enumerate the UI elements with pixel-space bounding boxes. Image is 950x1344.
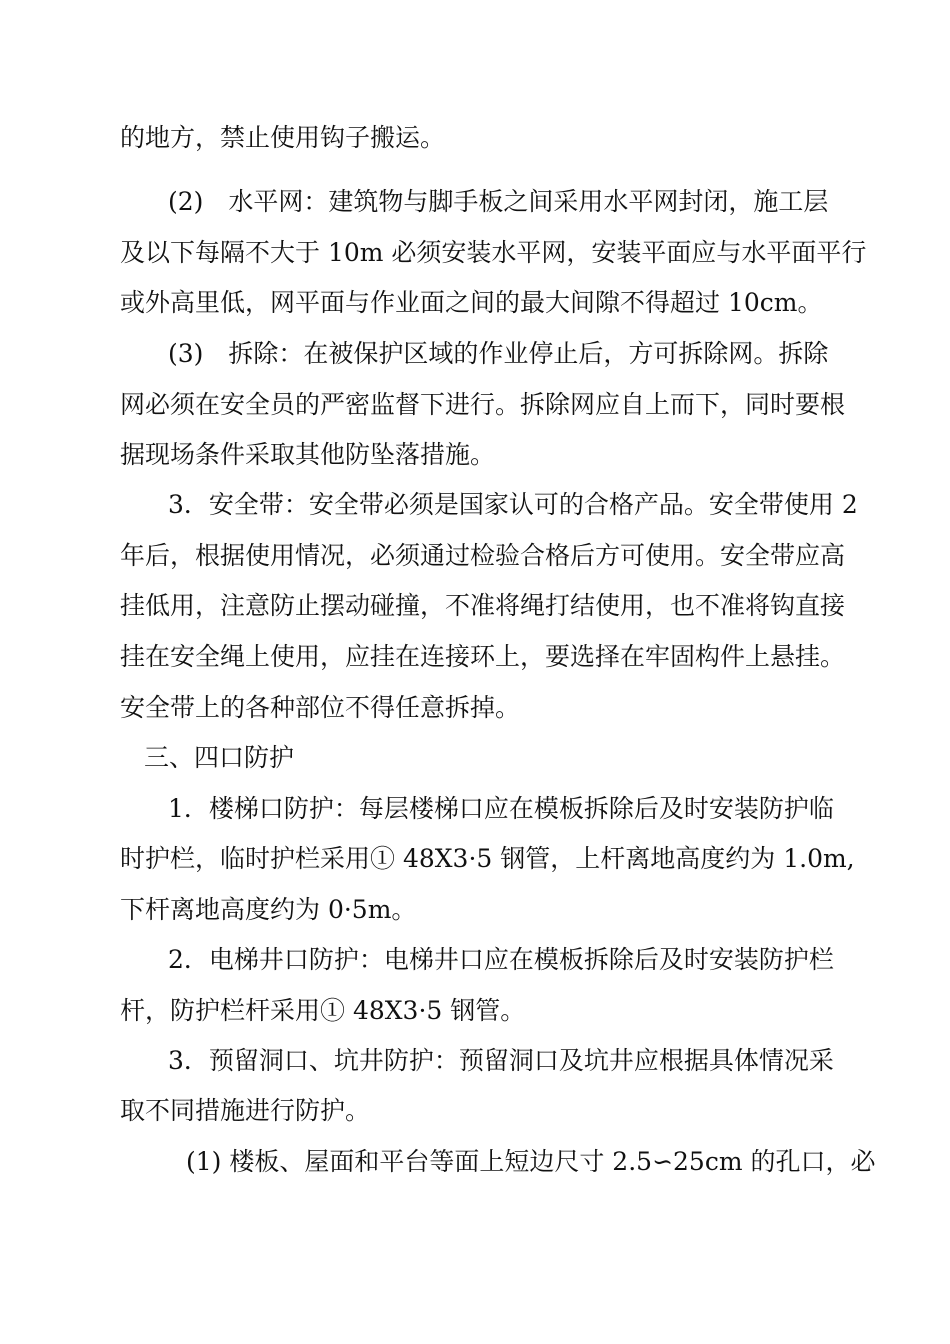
text-line: (1) 楼板、屋面和平台等面上短边尺寸 2.5∽25cm 的孔口，必 — [186, 1147, 876, 1176]
text-line: 及以下每隔不大于 10m 必须安装水平网，安装平面应与水平面平行 — [120, 238, 867, 267]
text-line: 挂低用，注意防止摆动碰撞，不准将绳打结使用，也不准将钩直接 — [120, 591, 846, 620]
text-line: 时护栏，临时护栏采用① 48X3·5 钢管，上杆离地高度约为 1.0m, — [120, 844, 855, 873]
text-line: 杆，防护栏杆采用① 48X3·5 钢管。 — [120, 996, 526, 1025]
text-line: (3) 拆除：在被保护区域的作业停止后，方可拆除网。拆除 — [168, 339, 829, 368]
text-line: 1．楼梯口防护：每层楼梯口应在模板拆除后及时安装防护临 — [168, 794, 834, 823]
text-line: 3．安全带：安全带必须是国家认可的合格产品。安全带使用 2 — [168, 490, 858, 519]
text-line: 下杆离地高度约为 0·5m。 — [120, 895, 417, 924]
text-line: 挂在安全绳上使用，应挂在连接环上，要选择在牢固构件上悬挂。 — [120, 642, 846, 671]
text-line: 据现场条件采取其他防坠落措施。 — [120, 440, 496, 469]
text-line: 安全带上的各种部位不得任意拆掉。 — [120, 693, 521, 722]
text-line: 3．预留洞口、坑井防护：预留洞口及坑井应根据具体情况采 — [168, 1046, 834, 1075]
text-line: 取不同措施进行防护。 — [120, 1096, 371, 1125]
section-heading: 三、四口防护 — [144, 743, 295, 772]
text-line: (2) 水平网：建筑物与脚手板之间采用水平网封闭，施工层 — [168, 187, 829, 216]
text-line: 网必须在安全员的严密监督下进行。拆除网应自上而下，同时要根 — [120, 390, 846, 419]
text-line: 的地方，禁止使用钩子搬运。 — [120, 123, 446, 152]
text-line: 年后，根据使用情况，必须通过检验合格后方可使用。安全带应高 — [120, 541, 846, 570]
text-line: 2．电梯井口防护：电梯井口应在模板拆除后及时安装防护栏 — [168, 945, 834, 974]
text-line: 或外高里低，网平面与作业面之间的最大间隙不得超过 10cm。 — [120, 288, 823, 317]
